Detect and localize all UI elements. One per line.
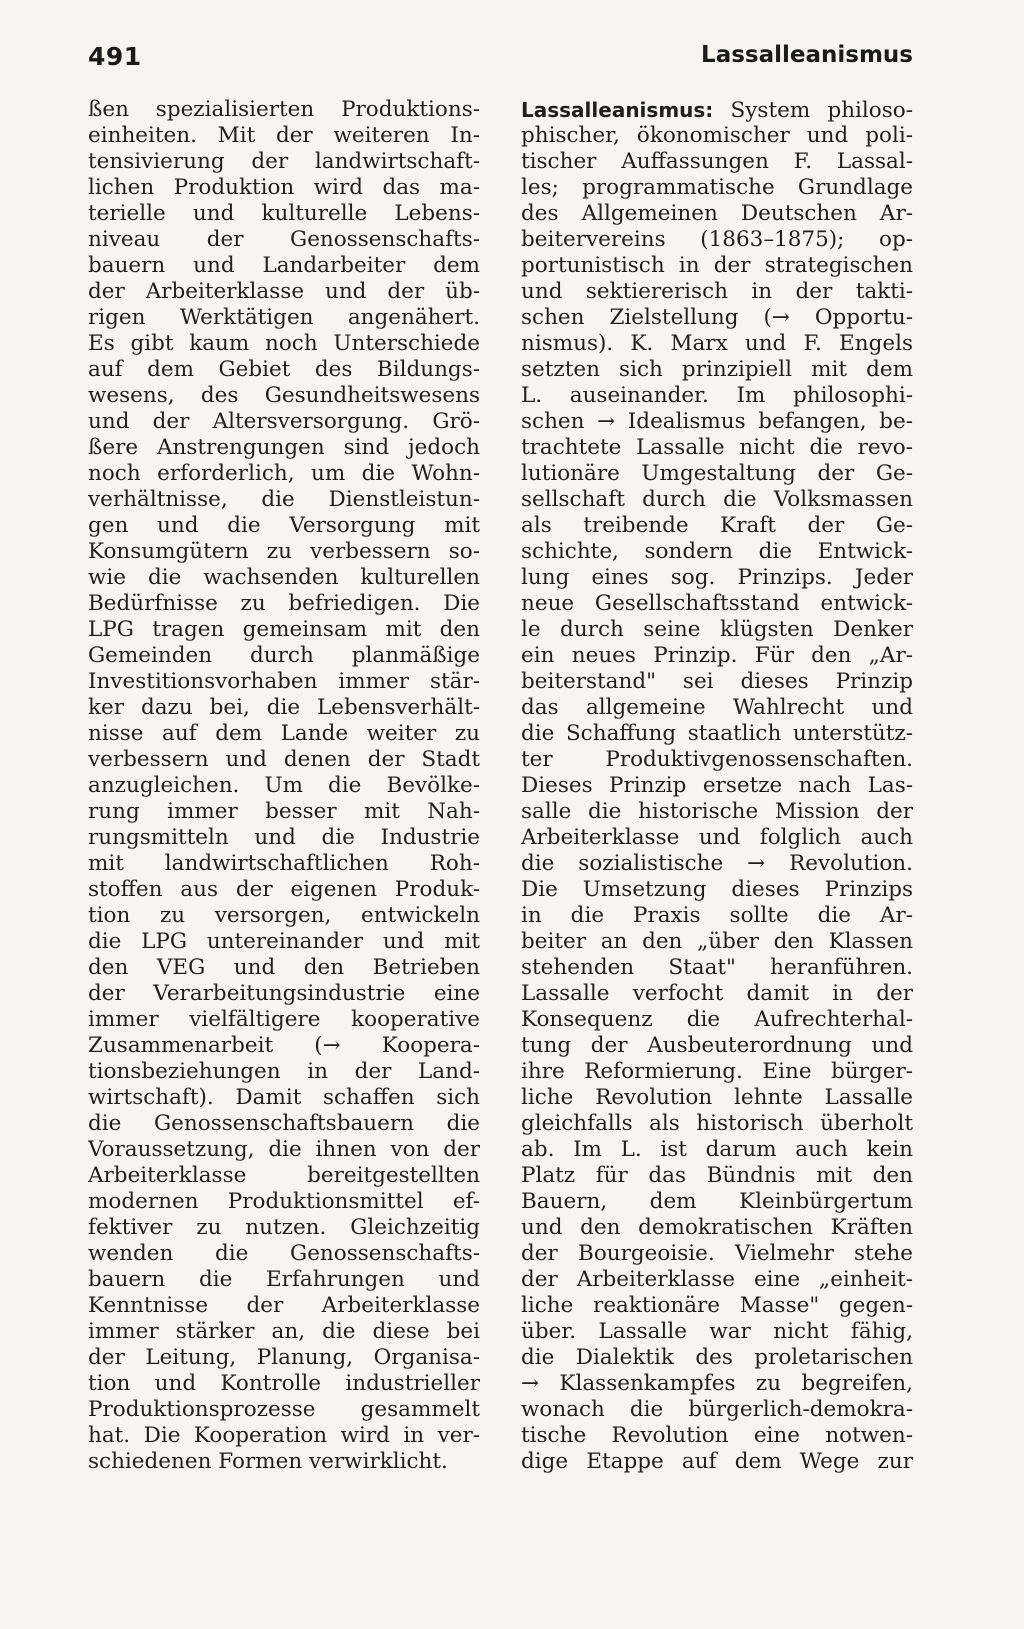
text-line: den VEG und den Betrieben (88, 955, 480, 980)
text-line: phischer, ökonomischer und poli- (521, 123, 913, 148)
page-number: 491 (88, 42, 142, 71)
text-line: mit landwirtschaftlichen Roh- (88, 851, 480, 876)
text-line: Die Umsetzung dieses Prinzips (521, 877, 913, 902)
text-line: ihre Reformierung. Eine bürger- (521, 1059, 913, 1084)
text-line: rigen Werktätigen angenähert. (88, 305, 480, 330)
text-line: schen Zielstellung (→ Opportu- (521, 305, 913, 330)
text-line: sellschaft durch die Volksmassen (521, 487, 913, 512)
text-line: → Klassenkampfes zu begreifen, (521, 1371, 913, 1396)
text-line: rung immer besser mit Nah- (88, 799, 480, 824)
text-line: Investitionsvorhaben immer stär- (88, 669, 480, 694)
text-line: ßere Anstrengungen sind jedoch (88, 435, 480, 460)
text-line: ker dazu bei, die Lebensverhält- (88, 695, 480, 720)
text-line: nismus). K. Marx und F. Engels (521, 331, 913, 356)
text-line: der Arbeiterklasse eine „einheit- (521, 1267, 913, 1292)
text-line: modernen Produktionsmittel ef- (88, 1189, 480, 1214)
text-line: die sozialistische → Revolution. (521, 851, 913, 876)
text-line: tion und Kontrolle industrieller (88, 1371, 480, 1396)
text-line: Voraussetzung, die ihnen von der (88, 1137, 480, 1162)
text-line: Gemeinden durch planmäßige (88, 643, 480, 668)
left-column (88, 97, 480, 1475)
text-line: Kenntnisse der Arbeiterklasse (88, 1293, 480, 1318)
text-line: dige Etappe auf dem Wege zur (521, 1449, 913, 1474)
text-line: lichen Produktion wird das ma- (88, 175, 480, 200)
text-line: tionsbeziehungen in der Land- (88, 1059, 480, 1084)
text-line: das allgemeine Wahlrecht und (521, 695, 913, 720)
text-line: tion zu versorgen, entwickeln (88, 903, 480, 928)
text-line: tung der Ausbeuterordnung und (521, 1033, 913, 1058)
text-line: der Verarbeitungsindustrie eine (88, 981, 480, 1006)
text-line: fektiver zu nutzen. Gleichzeitig (88, 1215, 480, 1240)
text-line: schiedenen Formen verwirklicht. (88, 1449, 448, 1474)
text-line: die LPG untereinander und mit (88, 929, 480, 954)
text-line: tischer Auffassungen F. Lassal- (521, 149, 913, 174)
text-line: Bedürfnisse zu befriedigen. Die (88, 591, 480, 616)
text-line: bauern die Erfahrungen und (88, 1267, 480, 1292)
entry-headword: Lassalleanismus: (521, 98, 714, 122)
text-line: noch erforderlich, um die Wohn- (88, 461, 480, 486)
text-line: lung eines sog. Prinzips. Jeder (521, 565, 913, 590)
text-line: Arbeiterklasse bereitgestellten (88, 1163, 480, 1188)
text-line: liche reaktionäre Masse" gegen- (521, 1293, 913, 1318)
text-line: ab. Im L. ist darum auch kein (521, 1137, 913, 1162)
text-line: hat. Die Kooperation wird in ver- (88, 1423, 480, 1448)
text-line: beiterstand" sei dieses Prinzip (521, 669, 913, 694)
text-line: über. Lassalle war nicht fähig, (521, 1319, 913, 1344)
text-line: ter Produktivgenossenschaften. (521, 747, 913, 772)
text-line: der Leitung, Planung, Organisa- (88, 1345, 480, 1370)
text-line: Arbeiterklasse und folglich auch (521, 825, 913, 850)
text-line: Konsumgütern zu verbessern so- (88, 539, 480, 564)
text-line: gleichfalls als historisch überholt (521, 1111, 913, 1136)
text-line: ßen spezialisierten Produktions- (88, 97, 480, 122)
text-line: wie die wachsenden kulturellen (88, 565, 480, 590)
text-line: stoffen aus der eigenen Produk- (88, 877, 480, 902)
running-head: Lassalleanismus (701, 42, 913, 68)
right-column (521, 97, 913, 1475)
text-line: immer vielfältigere kooperative (88, 1007, 480, 1032)
text-line: bauern und Landarbeiter dem (88, 253, 480, 278)
text-line: LPG tragen gemeinsam mit den (88, 617, 480, 642)
text-line: in die Praxis sollte die Ar- (521, 903, 913, 928)
text-line: neue Gesellschaftsstand entwick- (521, 591, 913, 616)
text-line: tensivierung der landwirtschaft- (88, 149, 480, 174)
text-line: ein neues Prinzip. Für den „Ar- (521, 643, 913, 668)
text-line: Platz für das Bündnis mit den (521, 1163, 913, 1188)
text-line: Zusammenarbeit (→ Koopera- (88, 1033, 480, 1058)
text-line: beitervereins (1863–1875); op- (521, 227, 913, 252)
text-line: der Arbeiterklasse und der üb- (88, 279, 480, 304)
text-line: des Allgemeinen Deutschen Ar- (521, 201, 913, 226)
text-line: setzten sich prinzipiell mit dem (521, 357, 913, 382)
text-line: wonach die bürgerlich-demokra- (521, 1397, 913, 1422)
text-line: immer stärker an, die diese bei (88, 1319, 480, 1344)
text-line: einheiten. Mit der weiteren In- (88, 123, 480, 148)
text-line: wirtschaft). Damit schaffen sich (88, 1085, 480, 1110)
text-line: auf dem Gebiet des Bildungs- (88, 357, 480, 382)
text-line: Bauern, dem Kleinbürgertum (521, 1189, 913, 1214)
entry-first-line-text: System philoso- (730, 98, 913, 123)
text-line: rungsmitteln und die Industrie (88, 825, 480, 850)
text-line: gen und die Versorgung mit (88, 513, 480, 538)
text-line: le durch seine klügsten Denker (521, 617, 913, 642)
text-line: Lassalle verfocht damit in der (521, 981, 913, 1006)
text-line: wesens, des Gesundheitswesens (88, 383, 480, 408)
text-line: tische Revolution eine notwen- (521, 1423, 913, 1448)
text-line: und den demokratischen Kräften (521, 1215, 913, 1240)
text-line: nisse auf dem Lande weiter zu (88, 721, 480, 746)
text-line: trachtete Lassalle nicht die revo- (521, 435, 913, 460)
text-line: liche Revolution lehnte Lassalle (521, 1085, 913, 1110)
text-line: salle die historische Mission der (521, 799, 913, 824)
text-line: terielle und kulturelle Lebens- (88, 201, 480, 226)
text-line: der Bourgeoisie. Vielmehr stehe (521, 1241, 913, 1266)
text-line: portunistisch in der strategischen (521, 253, 913, 278)
text-line: les; programmatische Grundlage (521, 175, 913, 200)
text-line: beiter an den „über den Klassen (521, 929, 913, 954)
text-line: L. auseinander. Im philosophi- (521, 383, 913, 408)
entry-first-line (521, 97, 913, 123)
text-line: anzugleichen. Um die Bevölke- (88, 773, 480, 798)
text-line: die Schaffung staatlich unterstütz- (521, 721, 913, 746)
text-line: als treibende Kraft der Ge- (521, 513, 913, 538)
text-line: wenden die Genossenschafts- (88, 1241, 480, 1266)
text-line: schen → Idealismus befangen, be- (521, 409, 913, 434)
text-line: schichte, sondern die Entwick- (521, 539, 913, 564)
page-header (88, 42, 913, 82)
text-line: stehenden Staat" heranführen. (521, 955, 913, 980)
text-line: verbessern und denen der Stadt (88, 747, 480, 772)
text-line: die Genossenschaftsbauern die (88, 1111, 480, 1136)
text-line: und der Altersversorgung. Grö- (88, 409, 480, 434)
text-line: lutionäre Umgestaltung der Ge- (521, 461, 913, 486)
text-line: verhältnisse, die Dienstleistun- (88, 487, 480, 512)
text-line: Es gibt kaum noch Unterschiede (88, 331, 480, 356)
text-line: Produktionsprozesse gesammelt (88, 1397, 480, 1422)
text-line: die Dialektik des proletarischen (521, 1345, 913, 1370)
text-line: Dieses Prinzip ersetze nach Las- (521, 773, 913, 798)
text-line: Konsequenz die Aufrechterhal- (521, 1007, 913, 1032)
text-line: niveau der Genossenschafts- (88, 227, 480, 252)
text-line: und sektiererisch in der takti- (521, 279, 913, 304)
